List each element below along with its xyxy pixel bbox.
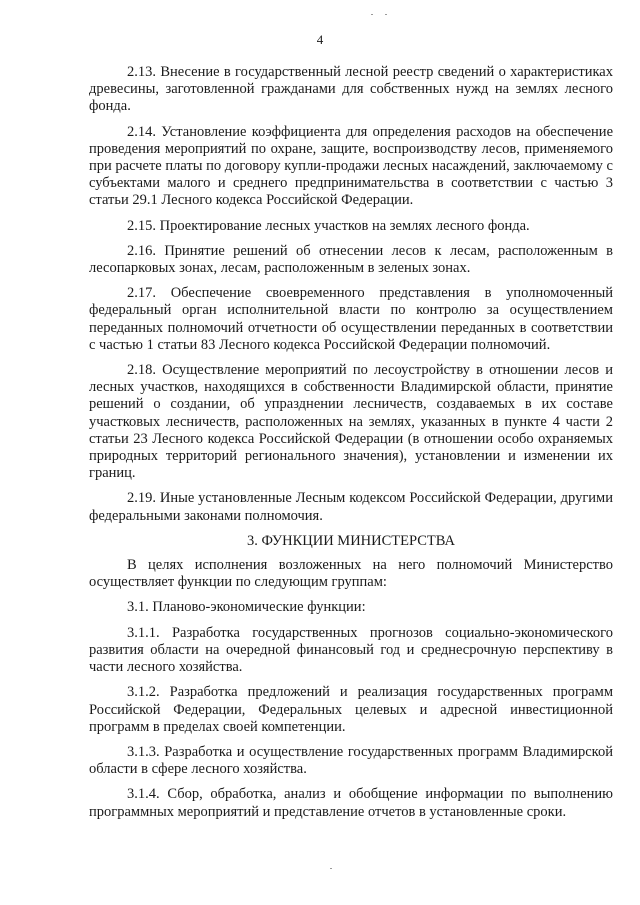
page-number: 4: [316, 32, 324, 47]
section-intro-paragraph: В целях исполнения возложенных на него полномочий Министерство осуществляет функции по следующим группам:: [89, 557, 613, 591]
paragraph-2-17: 2.17. Обеспечение своевременного представления в уполномоченный федеральный орган исполнительной власти по контролю за осуществлением переданных полномочий отчетности об осуществлении переданных в соответствии с частью 1 статьи 83 Лесного кодекса Российской Федерации полномочий.: [89, 285, 613, 353]
paragraph-3-1-4: 3.1.4. Сбор, обработка, анализ и обобщение информации по выполнению программных мероприятий и представление отчетов в установленные сроки.: [89, 786, 613, 820]
document-body: [89, 64, 613, 829]
paragraph-2-14: 2.14. Установление коэффициента для определения расходов на обеспечение проведения мероприятий по охране, защите, воспроизводству лесов, применяемого при расчете платы по договору купли-продажи лесных насаждений, заключаемому с субъектами малого и среднего предпринимательства в соответствии с частью 3 статьи 29.1 Лесного кодекса Российской Федерации.: [89, 123, 613, 209]
scan-speck: [330, 868, 332, 869]
scan-speck: [385, 14, 387, 15]
paragraph-3-1: 3.1. Планово-экономические функции:: [127, 599, 366, 616]
section-heading: 3. ФУНКЦИИ МИНИСТЕРСТВА: [247, 532, 455, 549]
paragraph-2-15: 2.15. Проектирование лесных участков на землях лесного фонда.: [127, 217, 530, 234]
paragraph-2-18: 2.18. Осуществление мероприятий по лесоустройству в отношении лесов и лесных участков, находящихся в собственности Владимирской области, принятие решений о создании, об упразднении лесничеств, создаваемых в их составе участковых лесничеств, расположенных на землях, указанных в пункте 4 части 2 статьи 23 Лесного кодекса Российской Федерации (в отношении особо охраняемых природных территорий регионального значения), установлении и изменении их границ.: [89, 362, 613, 482]
paragraph-3-1-1: 3.1.1. Разработка государственных прогнозов социально-экономического развития области на очередной финансовый год и среднесрочную перспективу в части лесного хозяйства.: [89, 624, 613, 676]
paragraph-2-16: 2.16. Принятие решений об отнесении лесов к лесам, расположенным в лесопарковых зонах, лесам, расположенным в зеленых зонах.: [89, 242, 613, 277]
paragraph-3-1-2: 3.1.2. Разработка предложений и реализация государственных программ Российской Федерации, Федеральных целевых и адресной инвестиционной программ в пределах своей компетенции.: [89, 684, 613, 735]
paragraph-3-1-3: 3.1.3. Разработка и осуществление государственных программ Владимирской области в сфере лесного хозяйства.: [89, 743, 613, 778]
paragraph-2-19: 2.19. Иные установленные Лесным кодексом Российской Федерации, другими федеральными законами полномочия.: [89, 490, 613, 524]
scan-speck: [371, 14, 373, 15]
paragraph-2-13: 2.13. Внесение в государственный лесной реестр сведений о характеристиках древесины, заготовленной гражданами для собственных нужд на землях лесного фонда.: [89, 64, 613, 115]
